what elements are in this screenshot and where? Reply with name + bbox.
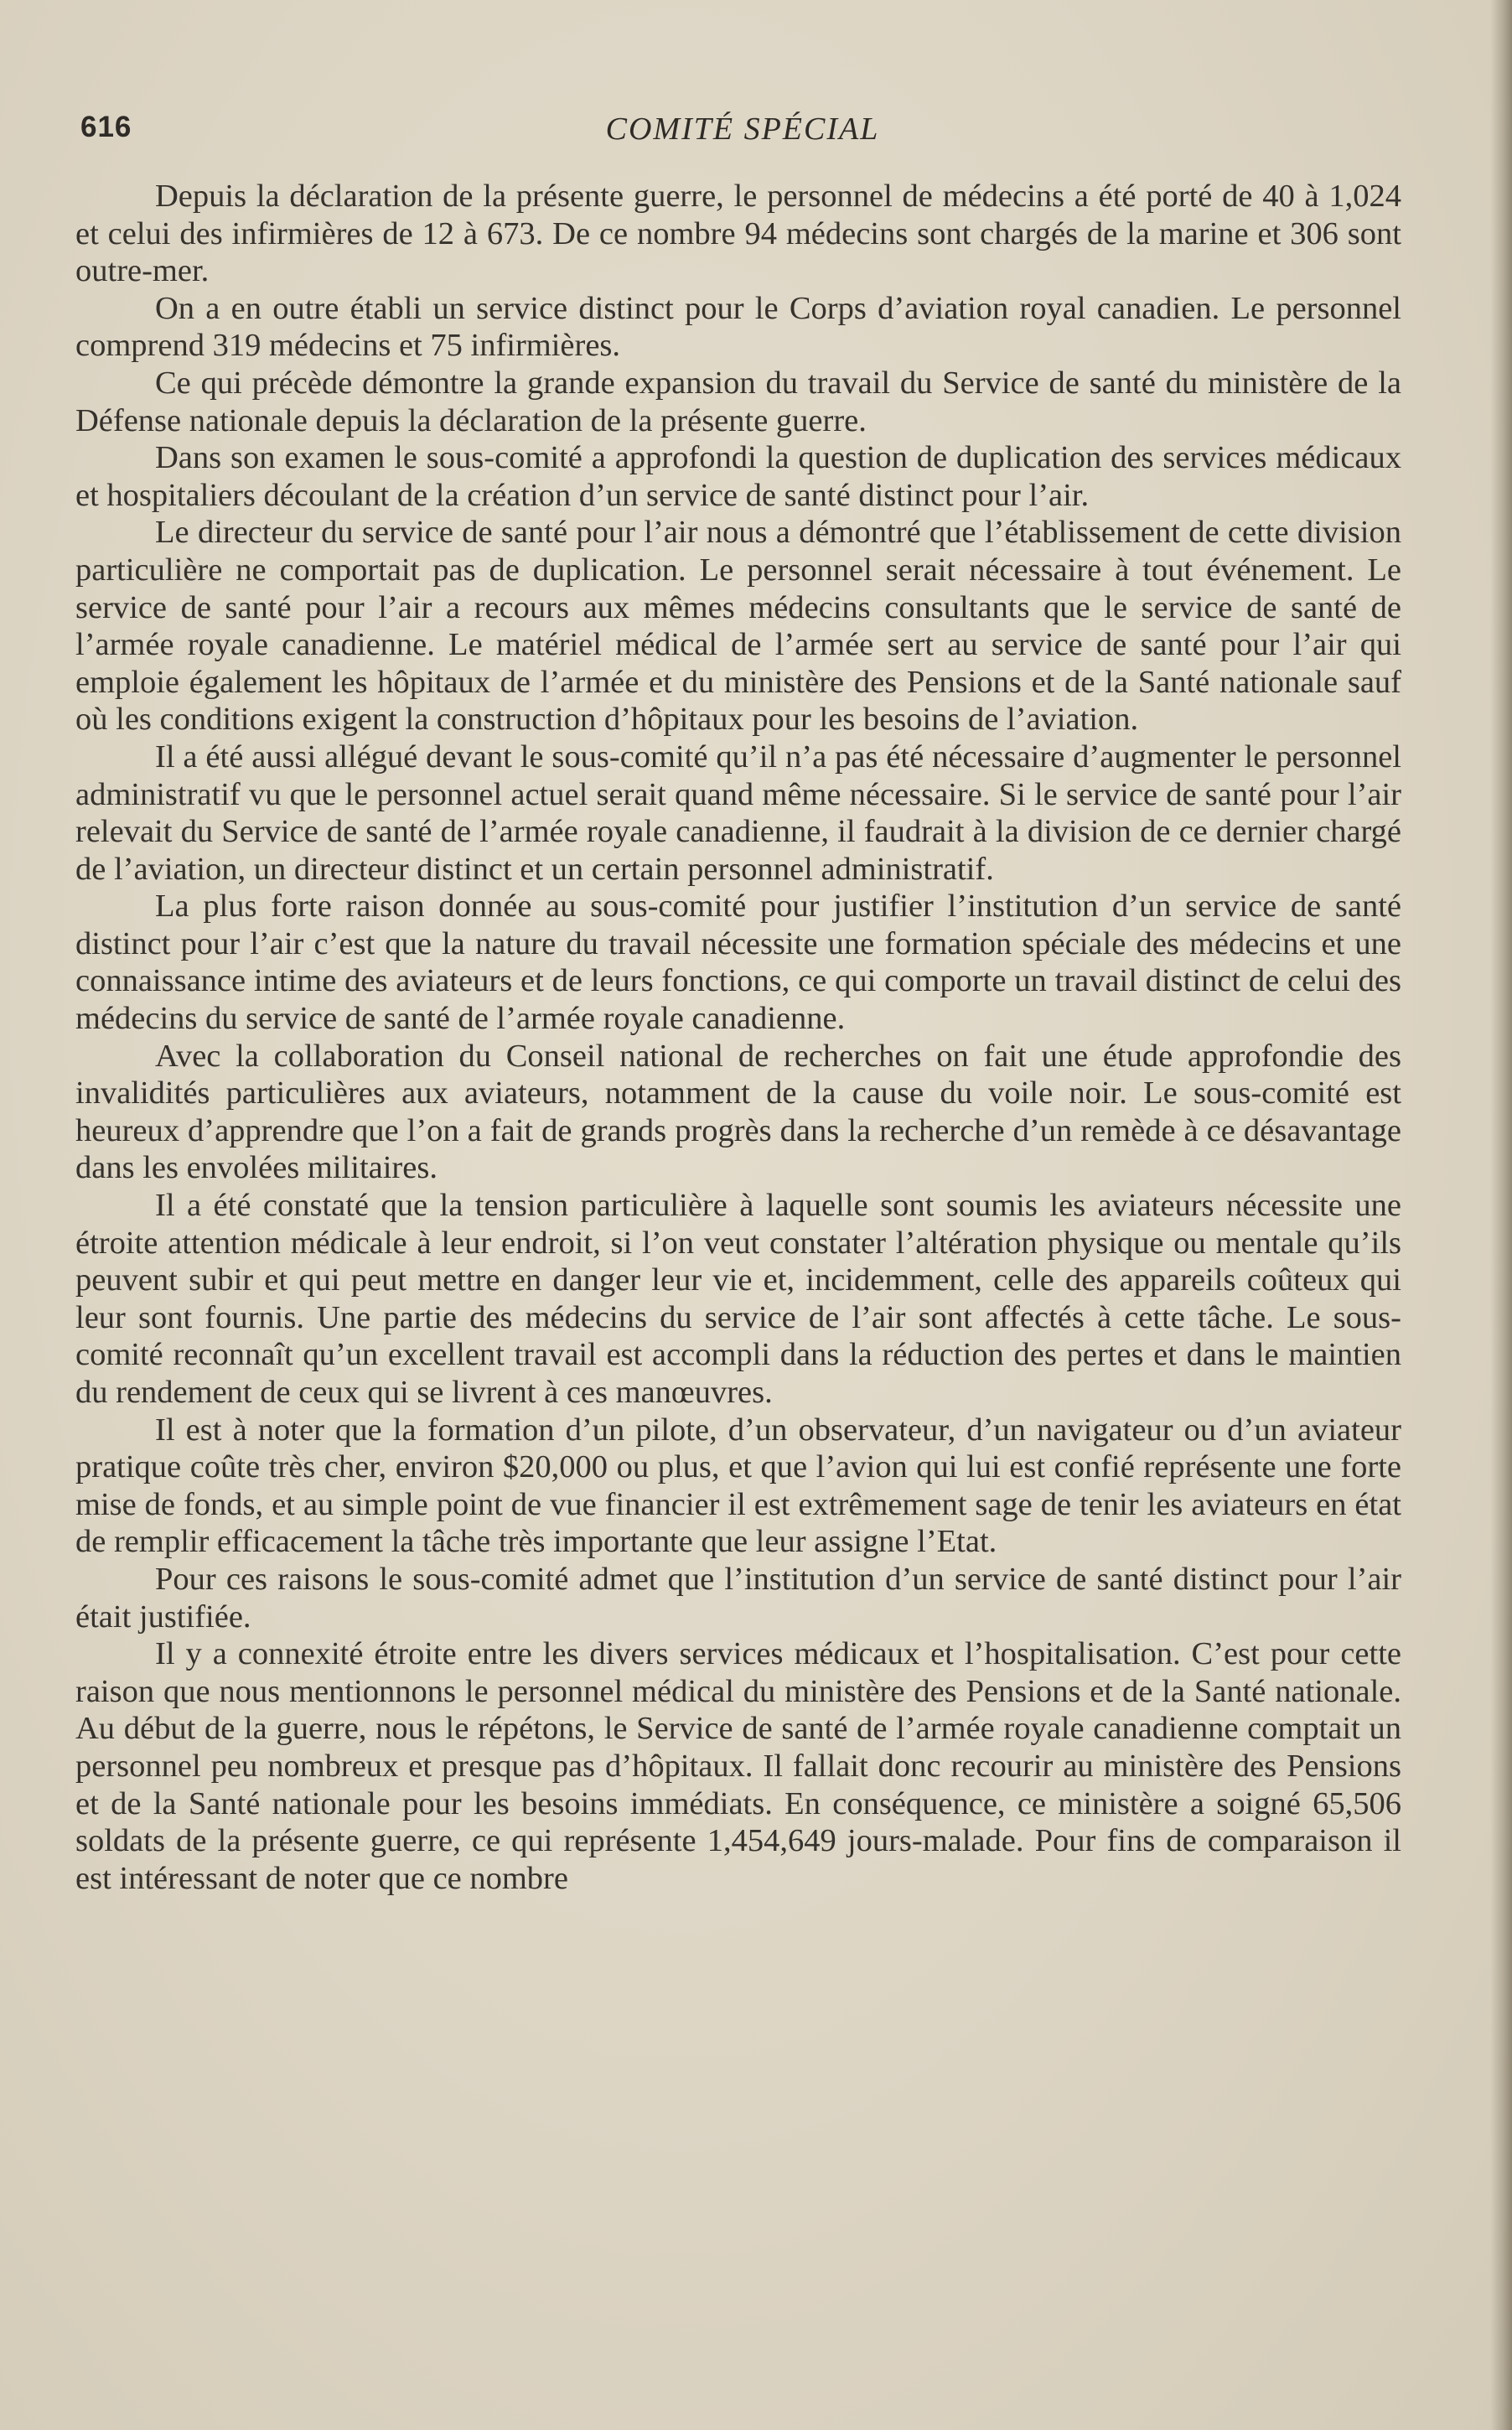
paragraph: Le directeur du service de santé pour l’air nous a démontré que l’établissement de cette division particulière ne comportait pas de duplication. Le personnel serait nécessaire à tout événement. Le service de santé pour l’air a recours aux mêmes médecins consultants que le service de santé de l’armée royale canadienne. Le matériel médical de l’armée sert au service de santé pour l’air qui emploie également les hôpitaux de l’armée et du ministère des Pensions et de la Santé nationale sauf où les conditions exigent la construction d’hôpitaux pour les besoins de l’aviation.	[75, 515, 1401, 738]
body-text	[75, 178, 1401, 1897]
running-header	[80, 106, 1405, 156]
paragraph: Pour ces raisons le sous-comité admet que l’institution d’un service de santé distinct pour l’air était justifiée.	[75, 1561, 1401, 1635]
paragraph: Il est à noter que la formation d’un pilote, d’un observateur, d’un navigateur ou d’un aviateur pratique coûte très cher, environ $20,000 ou plus, et que l’avion qui lui est confié représente une forte mise de fonds, et au simple point de vue financier il est extrêmement sage de tenir les aviateurs en état de remplir efficacement la tâche très importante que leur assigne l’Etat.	[75, 1412, 1401, 1560]
paragraph: Avec la collaboration du Conseil national de recherches on fait une étude approfondie des invalidités particulières aux aviateurs, notamment de la cause du voile noir. Le sous-comité est heureux d’apprendre que l’on a fait de grands progrès dans la recherche d’un remède à ce désavantage dans les envolées militaires.	[75, 1038, 1401, 1186]
page-edge-shadow	[1490, 0, 1512, 2430]
paragraph: La plus forte raison donnée au sous-comité pour justifier l’institution d’un service de santé distinct pour l’air c’est que la nature du travail nécessite une formation spéciale des médecins et une connaissance intime des aviateurs et de leurs fonctions, ce qui comporte un travail distinct de celui des médecins du service de santé de l’armée royale canadienne.	[75, 889, 1401, 1037]
page-number: 616	[80, 111, 132, 143]
paragraph: Il y a connexité étroite entre les divers services médicaux et l’hospitalisation. C’est pour cette raison que nous mentionnons le personnel médical du ministère des Pensions et de la Santé nationale. Au début de la guerre, nous le répétons, le Service de santé de l’armée royale canadienne comptait un personnel peu nombreux et presque pas d’hôpitaux. Il fallait donc recourir au ministère des Pensions et de la Santé nationale pour les besoins immédiats. En conséquence, ce ministère a soigné 65,506 soldats de la présente guerre, ce qui représente 1,454,649 jours-malade. Pour fins de comparaison il est intéressant de noter que ce nombre	[75, 1636, 1401, 1896]
paragraph: Ce qui précède démontre la grande expansion du travail du Service de santé du ministère de la Défense nationale depuis la déclaration de la présente guerre.	[75, 365, 1401, 438]
paragraph: Depuis la déclaration de la présente guerre, le personnel de médecins a été porté de 40 à 1,024 et celui des infirmières de 12 à 673. De ce nombre 94 médecins sont chargés de la marine et 306 sont outre-mer.	[75, 179, 1401, 289]
paragraph: Il a été constaté que la tension particulière à laquelle sont soumis les aviateurs nécessite une étroite attention médicale à leur endroit, si l’on veut constater l’altération physique ou mentale qu’ils peuvent subir et qui peut mettre en danger leur vie et, incidemment, celle des appareils coûteux qui leur sont fournis. Une partie des médecins du service de l’air sont affectés à cette tâche. Le sous-comité reconnaît qu’un excellent travail est accompli dans la réduction des pertes et dans le maintien du rendement de ceux qui se livrent à ces manœuvres.	[75, 1188, 1401, 1410]
paragraph: On a en outre établi un service distinct pour le Corps d’aviation royal canadien. Le personnel comprend 319 médecins et 75 infirmières.	[75, 290, 1401, 364]
paragraph: Dans son examen le sous-comité a approfondi la question de duplication des services médicaux et hospitaliers découlant de la création d’un service de santé distinct pour l’air.	[75, 440, 1401, 513]
running-title: COMITÉ SPÉCIAL	[605, 111, 880, 147]
paragraph: Il a été aussi allégué devant le sous-comité qu’il n’a pas été nécessaire d’augmenter le personnel administratif vu que le personnel actuel serait quand même nécessaire. Si le service de santé pour l’air relevait du Service de santé de l’armée royale canadienne, il faudrait à la division de ce dernier chargé de l’aviation, un directeur distinct et un certain personnel administratif.	[75, 738, 1401, 887]
